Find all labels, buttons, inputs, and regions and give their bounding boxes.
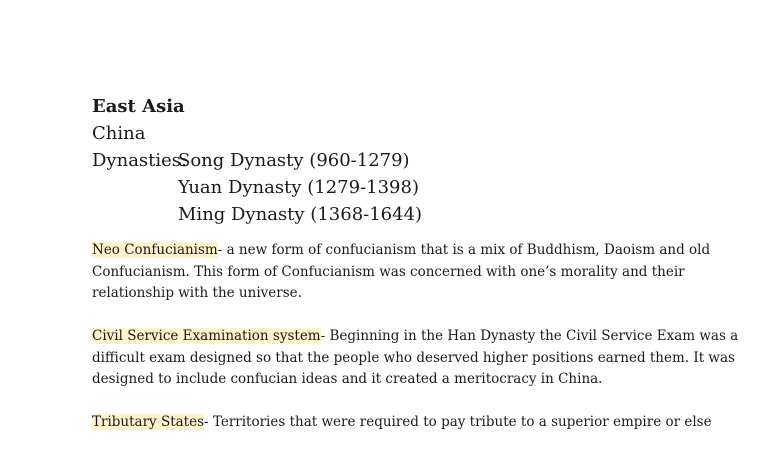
country-heading: China [92, 123, 146, 144]
term-highlight: Neo Confucianism [92, 242, 218, 258]
term-tributary-states [92, 412, 752, 434]
term-definition: - a new form of confucianism that is a mix of Buddhism, Daoism and old Confucianism. This form of Confucianism was concerned with one’s morality and their relationship with the universe. [92, 242, 711, 301]
document-page [92, 93, 752, 455]
dynasties-label: Dynasties: [92, 150, 188, 171]
term-definition: - Beginning in the Han Dynasty the Civil Service Exam was a difficult exam designed so that the people who deserved higher positions earned them. It was designed to include confucian ideas and it created a meritocracy in China. [92, 328, 739, 387]
term-neo-confucianism [92, 240, 752, 305]
dynasties-label-spacer [92, 201, 178, 228]
term-definition: - Territories that were required to pay tribute to a superior empire or else [204, 414, 712, 430]
dynasties-label-spacer [92, 174, 178, 201]
terms-list [92, 240, 752, 434]
dynasty-yuan: Yuan Dynasty (1279-1398) [178, 177, 419, 198]
region-heading: East Asia [92, 96, 185, 117]
term-highlight: Tributary States [92, 414, 205, 430]
dynasty-row [92, 147, 752, 174]
dynasty-row [92, 201, 752, 228]
dynasty-ming: Ming Dynasty (1368-1644) [178, 204, 423, 225]
dynasty-song: Song Dynasty (960-1279) [178, 150, 410, 171]
term-highlight: Civil Service Examination system [92, 328, 321, 344]
term-civil-service-exam [92, 326, 752, 391]
dynasty-row [92, 174, 752, 201]
